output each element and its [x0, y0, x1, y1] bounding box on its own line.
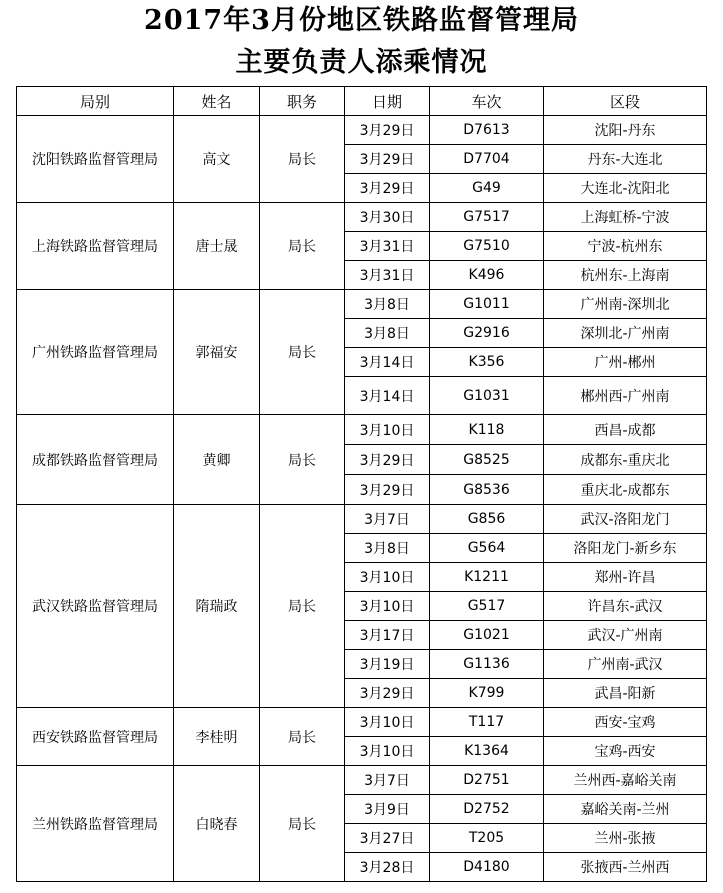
date-cell: 3月29日 — [345, 475, 430, 505]
date-cell: 3月28日 — [345, 853, 430, 882]
date-cell: 3月30日 — [345, 203, 430, 232]
section-cell: 广州-郴州 — [544, 348, 707, 377]
train-cell: D2752 — [430, 795, 544, 824]
train-cell: G2916 — [430, 319, 544, 348]
section-cell: 丹东-大连北 — [544, 145, 707, 174]
bureau-cell: 西安铁路监督管理局 — [17, 708, 174, 766]
section-cell: 广州南-深圳北 — [544, 290, 707, 319]
document-title — [0, 0, 723, 84]
date-cell: 3月8日 — [345, 534, 430, 563]
date-cell: 3月7日 — [345, 505, 430, 534]
column-header-date: 日期 — [345, 87, 430, 116]
column-header-bureau: 局别 — [17, 87, 174, 116]
bureau-cell: 兰州铁路监督管理局 — [17, 766, 174, 882]
name-cell: 高文 — [174, 116, 260, 203]
date-cell: 3月31日 — [345, 261, 430, 290]
table-row — [17, 415, 707, 445]
train-cell: G8536 — [430, 475, 544, 505]
date-cell: 3月29日 — [345, 174, 430, 203]
date-cell: 3月14日 — [345, 348, 430, 377]
date-cell: 3月9日 — [345, 795, 430, 824]
position-cell: 局长 — [260, 290, 345, 415]
train-cell: D7704 — [430, 145, 544, 174]
name-cell: 唐士晟 — [174, 203, 260, 290]
column-header-name: 姓名 — [174, 87, 260, 116]
section-cell: 张掖西-兰州西 — [544, 853, 707, 882]
date-cell: 3月19日 — [345, 650, 430, 679]
section-cell: 重庆北-成都东 — [544, 475, 707, 505]
section-cell: 宁波-杭州东 — [544, 232, 707, 261]
section-cell: 武昌-阳新 — [544, 679, 707, 708]
column-header-train: 车次 — [430, 87, 544, 116]
position-cell: 局长 — [260, 203, 345, 290]
section-cell: 成都东-重庆北 — [544, 445, 707, 475]
bureau-cell: 武汉铁路监督管理局 — [17, 505, 174, 708]
bureau-cell: 沈阳铁路监督管理局 — [17, 116, 174, 203]
column-header-position: 职务 — [260, 87, 345, 116]
position-cell: 局长 — [260, 415, 345, 505]
position-cell: 局长 — [260, 766, 345, 882]
date-cell: 3月7日 — [345, 766, 430, 795]
table-row — [17, 116, 707, 145]
train-cell: K1364 — [430, 737, 544, 766]
train-cell: G49 — [430, 174, 544, 203]
section-cell: 兰州西-嘉峪关南 — [544, 766, 707, 795]
title-line-2: 主要负责人添乘情况 — [235, 47, 488, 78]
date-cell: 3月10日 — [345, 563, 430, 592]
train-cell: G1136 — [430, 650, 544, 679]
name-cell: 李桂明 — [174, 708, 260, 766]
train-cell: K356 — [430, 348, 544, 377]
table-row — [17, 290, 707, 319]
date-cell: 3月31日 — [345, 232, 430, 261]
train-cell: G564 — [430, 534, 544, 563]
train-cell: T117 — [430, 708, 544, 737]
date-cell: 3月8日 — [345, 290, 430, 319]
section-cell: 武汉-洛阳龙门 — [544, 505, 707, 534]
column-header-section: 区段 — [544, 87, 707, 116]
train-cell: G1031 — [430, 377, 544, 415]
train-cell: G856 — [430, 505, 544, 534]
position-cell: 局长 — [260, 116, 345, 203]
train-cell: T205 — [430, 824, 544, 853]
position-cell: 局长 — [260, 505, 345, 708]
table-row — [17, 708, 707, 737]
train-cell: K496 — [430, 261, 544, 290]
train-cell: G517 — [430, 592, 544, 621]
date-cell: 3月10日 — [345, 708, 430, 737]
section-cell: 西安-宝鸡 — [544, 708, 707, 737]
bureau-cell: 成都铁路监督管理局 — [17, 415, 174, 505]
train-cell: G1021 — [430, 621, 544, 650]
position-cell: 局长 — [260, 708, 345, 766]
section-cell: 杭州东-上海南 — [544, 261, 707, 290]
header-row — [17, 87, 707, 116]
train-cell: K118 — [430, 415, 544, 445]
title-line-1: 2017年3月份地区铁路监督管理局 — [144, 5, 579, 36]
date-cell: 3月27日 — [345, 824, 430, 853]
section-cell: 洛阳龙门-新乡东 — [544, 534, 707, 563]
train-cell: K1211 — [430, 563, 544, 592]
section-cell: 武汉-广州南 — [544, 621, 707, 650]
name-cell: 郭福安 — [174, 290, 260, 415]
section-cell: 郴州西-广州南 — [544, 377, 707, 415]
section-cell: 大连北-沈阳北 — [544, 174, 707, 203]
name-cell: 黄卿 — [174, 415, 260, 505]
train-cell: D7613 — [430, 116, 544, 145]
train-cell: D2751 — [430, 766, 544, 795]
section-cell: 广州南-武汉 — [544, 650, 707, 679]
date-cell: 3月29日 — [345, 145, 430, 174]
date-cell: 3月10日 — [345, 592, 430, 621]
date-cell: 3月10日 — [345, 415, 430, 445]
section-cell: 沈阳-丹东 — [544, 116, 707, 145]
date-cell: 3月14日 — [345, 377, 430, 415]
bureau-cell: 上海铁路监督管理局 — [17, 203, 174, 290]
train-cell: G7517 — [430, 203, 544, 232]
date-cell: 3月29日 — [345, 679, 430, 708]
name-cell: 隋瑞政 — [174, 505, 260, 708]
section-cell: 嘉峪关南-兰州 — [544, 795, 707, 824]
date-cell: 3月17日 — [345, 621, 430, 650]
train-cell: D4180 — [430, 853, 544, 882]
table-row — [17, 203, 707, 232]
name-cell: 白晓春 — [174, 766, 260, 882]
train-cell: G1011 — [430, 290, 544, 319]
inspection-table — [16, 86, 707, 882]
bureau-cell: 广州铁路监督管理局 — [17, 290, 174, 415]
train-cell: K799 — [430, 679, 544, 708]
date-cell: 3月29日 — [345, 116, 430, 145]
date-cell: 3月29日 — [345, 445, 430, 475]
table-row — [17, 766, 707, 795]
section-cell: 宝鸡-西安 — [544, 737, 707, 766]
section-cell: 上海虹桥-宁波 — [544, 203, 707, 232]
section-cell: 西昌-成都 — [544, 415, 707, 445]
table-row — [17, 505, 707, 534]
section-cell: 兰州-张掖 — [544, 824, 707, 853]
section-cell: 深圳北-广州南 — [544, 319, 707, 348]
date-cell: 3月8日 — [345, 319, 430, 348]
section-cell: 郑州-许昌 — [544, 563, 707, 592]
train-cell: G8525 — [430, 445, 544, 475]
date-cell: 3月10日 — [345, 737, 430, 766]
section-cell: 许昌东-武汉 — [544, 592, 707, 621]
train-cell: G7510 — [430, 232, 544, 261]
